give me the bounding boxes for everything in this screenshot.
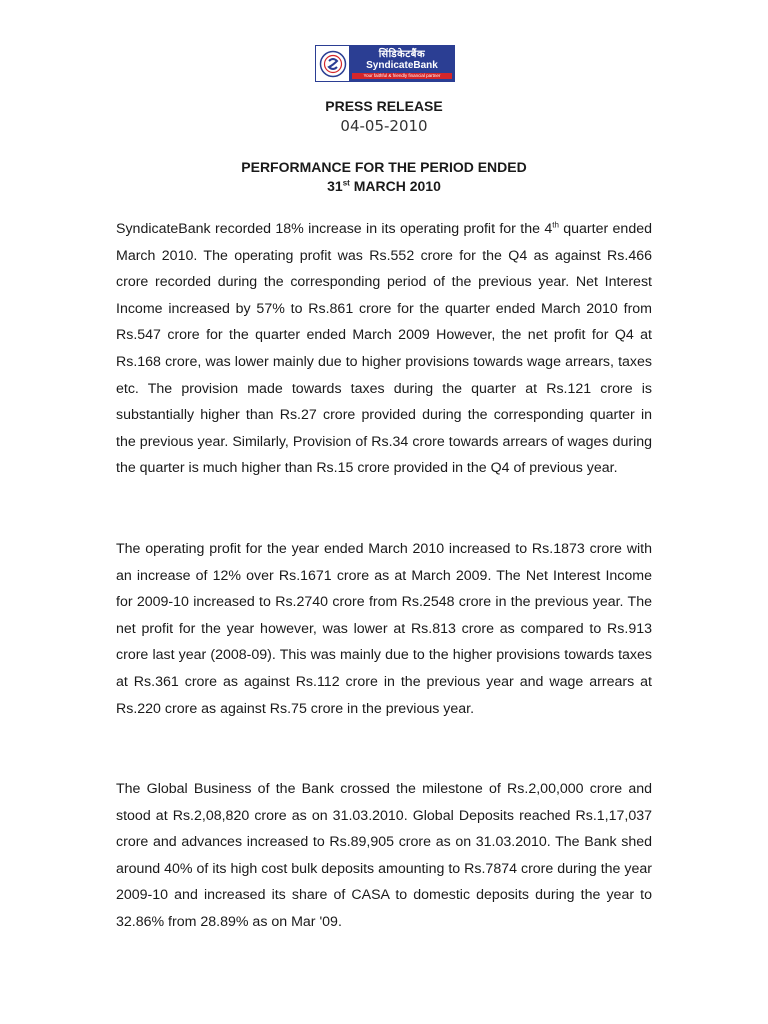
paragraph-global-business: The Global Business of the Bank crossed the milestone of Rs.2,00,000 crore and stood at Rs.2,08,820 crore as on 31.03.2010. Global Deposits reached Rs.1,17,037 crore and advances increased to Rs.89,905 crore as on 31.03.2010. The Bank shed around 40% of its high cost bulk deposits amounting to Rs.7874 crore during the year 2009-10 and increased its share of CASA to domestic deposits during the year to 32.86% from 28.89% as on Mar '09. [116,781,652,930]
heading-day-suffix: st [342,178,350,188]
paragraph-annual-results: The operating profit for the year ended March 2010 increased to Rs.1873 crore with an increase of 12% over Rs.1671 crore as at March 2009. The Net Interest Income for 2009-10 increased to Rs.2740 crore from Rs.2548 crore in the previous year. The net profit for the year however, was lower at Rs.813 crore as compared to Rs.913 crore last year (2008-09). This was mainly due to the higher provisions towards taxes at Rs.361 crore as against Rs.112 crore in the previous year and wage arrears at Rs.220 crore as against Rs.75 crore in the previous year. [116,541,652,717]
quarter-suffix: th [552,220,559,230]
performance-heading-date [0,178,768,194]
heading-month-year: MARCH 2010 [349,178,441,194]
bank-emblem-icon [316,46,350,81]
logo-hindi-name: सिंडिकेटबैंक [378,48,426,60]
press-release-title: PRESS RELEASE [325,98,443,114]
paragraph-1-start: SyndicateBank recorded 18% increase in its operating profit for the 4 [116,221,553,237]
paragraph-quarter-results [116,216,652,482]
heading-day: 31 [327,178,343,194]
logo-text-block [350,46,454,81]
paragraph-1-rest: quarter ended March 2010. The operating profit was Rs.552 crore for the Q4 as against Rs.466 crore recorded during the corresponding period of the previous year. Net Interest Income increased by 57% to Rs.861 crore for the quarter ended March 2010 from Rs.547 crore for the quarter ended March 2009 However, the net profit for Q4 at Rs.168 crore, was lower mainly due to higher provisions towards wage arrears, taxes etc. The provision made towards taxes during the quarter at Rs.121 crore is substantially higher than Rs.27 crore provided during the corresponding quarter in the previous year. Similarly, Provision of Rs.34 crore towards arrears of wages during the quarter is much higher than Rs.15 crore provided in the Q4 of previous year. [116,221,652,477]
logo-bank-name: SyndicateBank [366,59,438,71]
performance-heading: PERFORMANCE FOR THE PERIOD ENDED [241,159,527,175]
logo-tagline: Your faithful & friendly financial partner [352,73,452,79]
press-release-date: 04-05-2010 [340,117,428,135]
syndicatebank-logo [315,45,455,82]
